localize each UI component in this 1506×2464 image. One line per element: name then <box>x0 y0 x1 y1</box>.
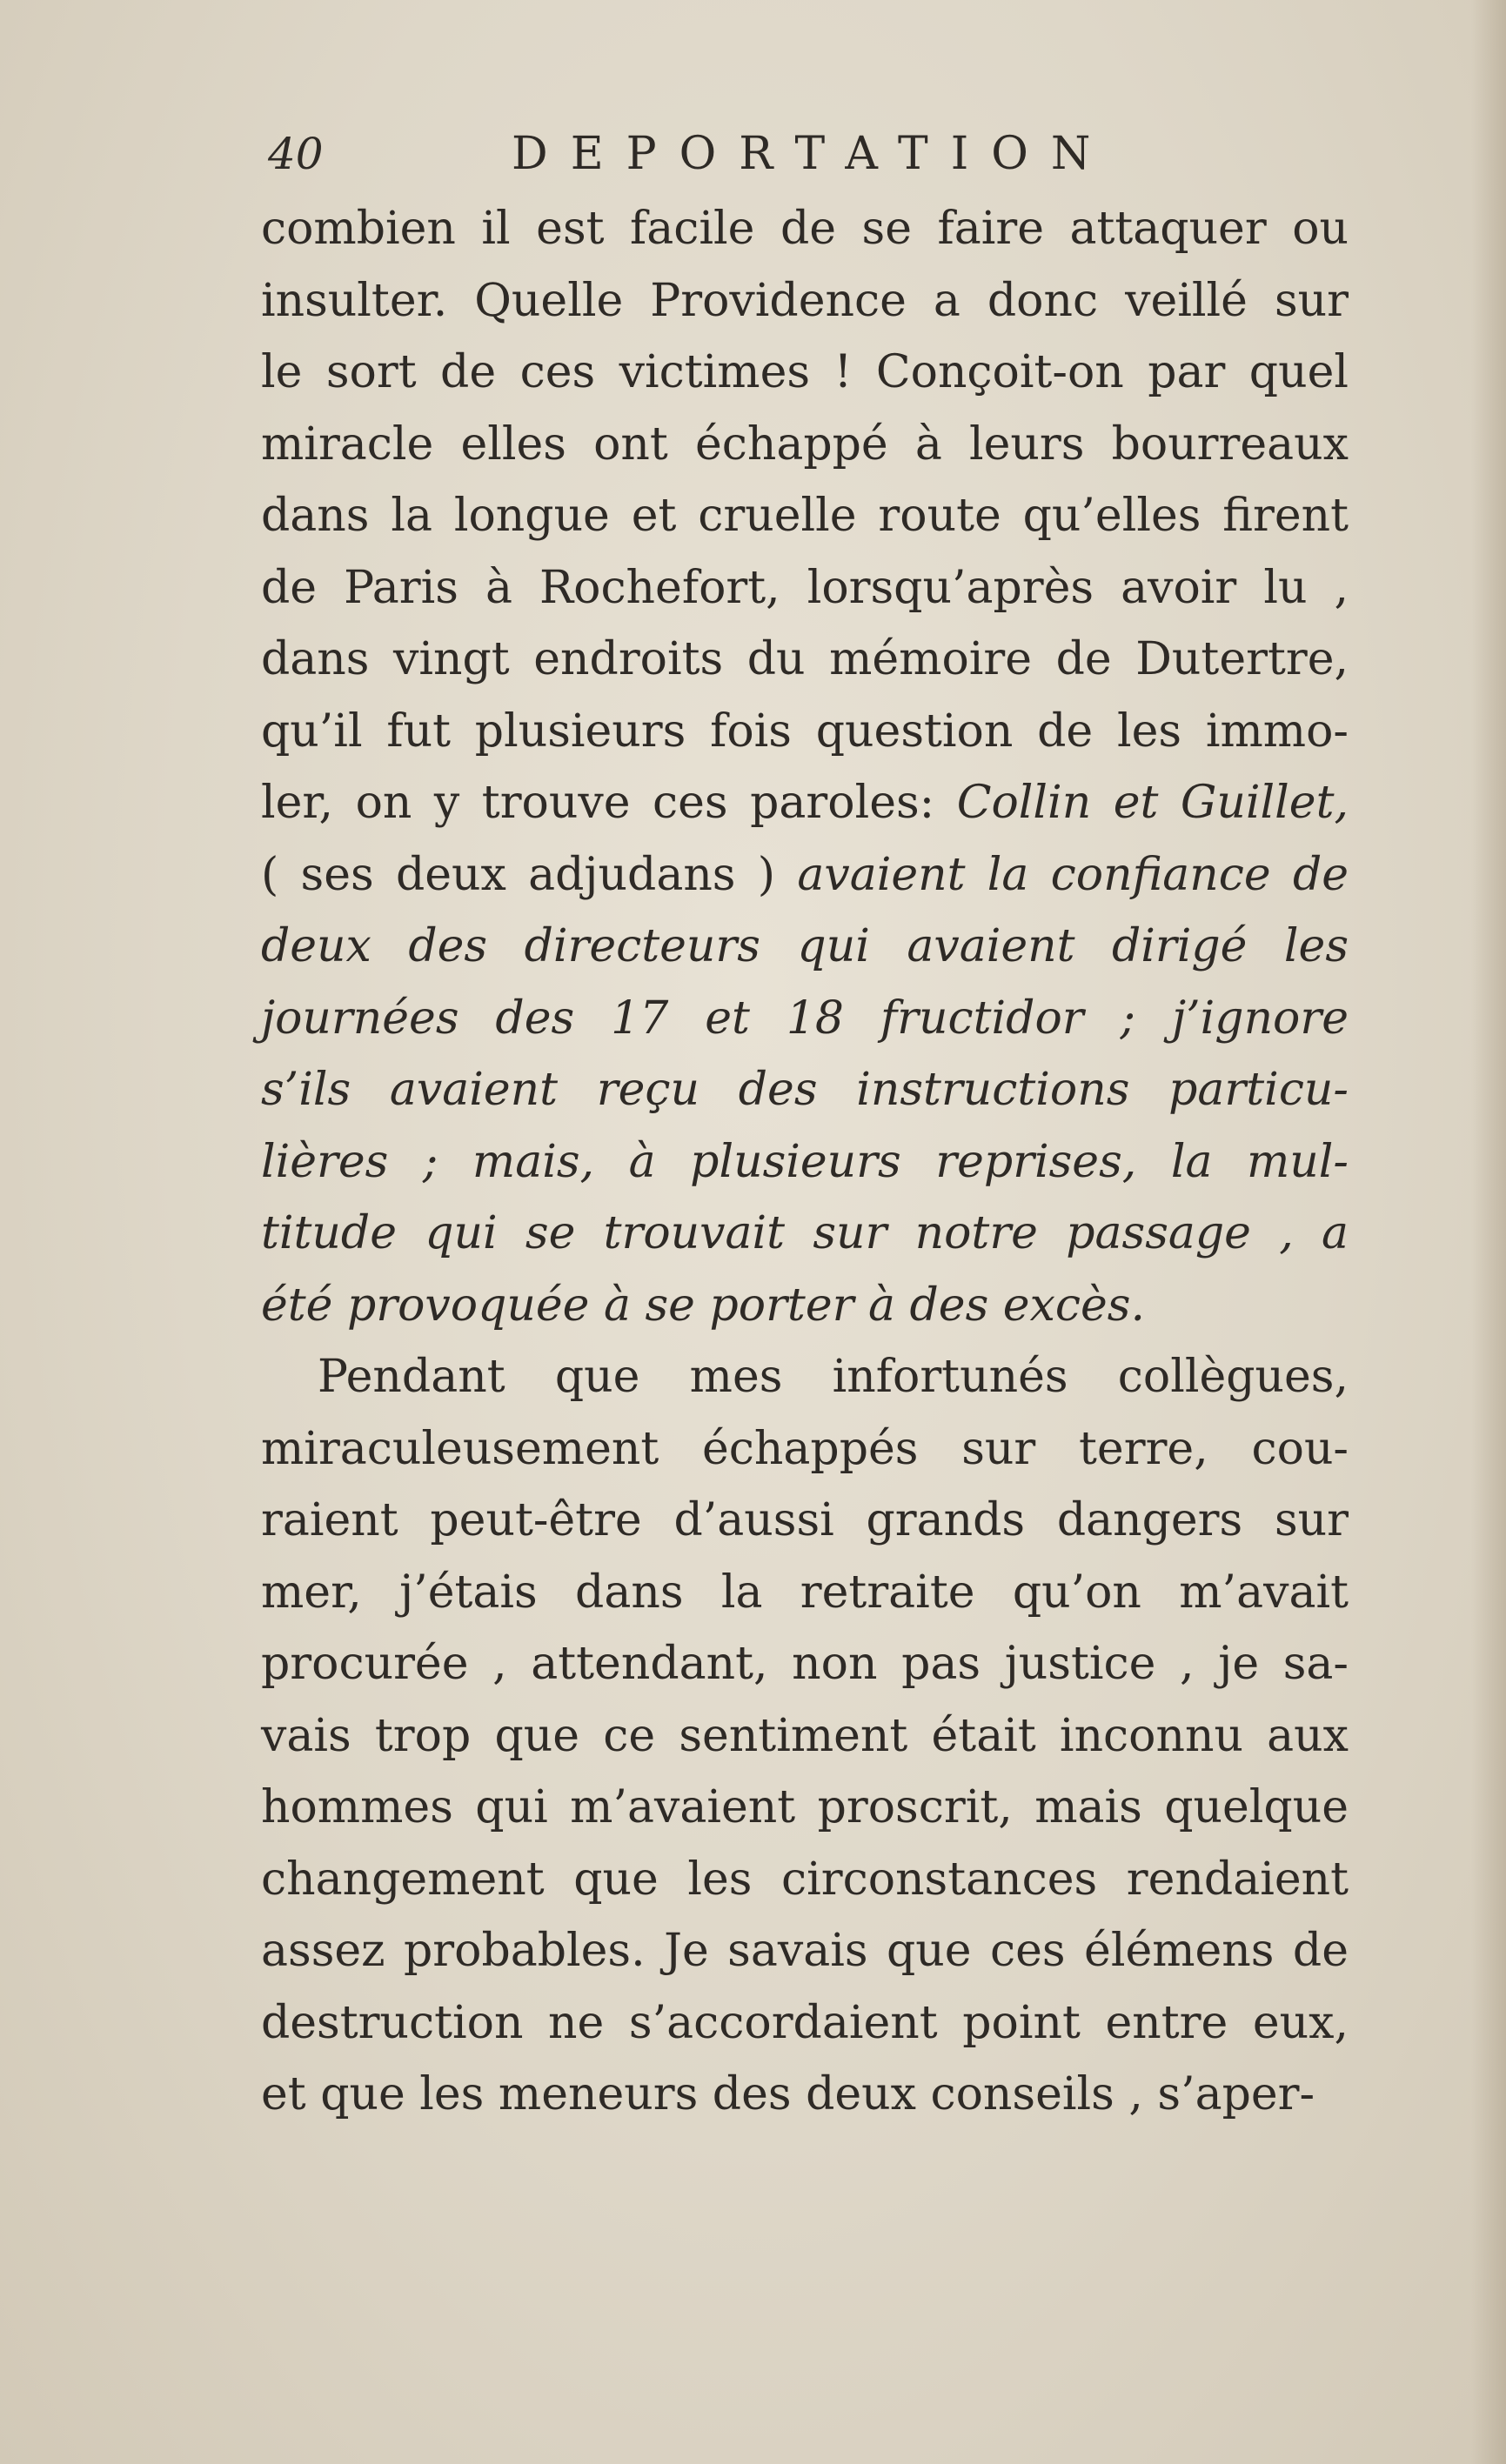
body-text <box>261 193 1349 2131</box>
text-line <box>261 480 1349 552</box>
text-span: mer, j’étais dans la retraite qu’on m’avait <box>261 1566 1349 1619</box>
text-line <box>261 1341 1349 1413</box>
text-line <box>261 1413 1349 1486</box>
text-span: combien il est facile de se faire attaquer ou <box>261 203 1349 255</box>
text-span: raient peut-être d’aussi grands dangers sur <box>261 1494 1349 1546</box>
italic-text: titude qui se trouvait sur notre passage , a <box>261 1207 1349 1259</box>
italic-text: s’ils avaient reçu des instructions particu- <box>261 1064 1349 1116</box>
text-line <box>261 624 1349 696</box>
text-line <box>261 1198 1349 1270</box>
text-line <box>261 983 1349 1055</box>
text-span: procurée , attendant, non pas justice , je sa- <box>261 1638 1349 1690</box>
text-line <box>261 1485 1349 1557</box>
text-span: miraculeusement échappés sur terre, cou- <box>261 1422 1349 1475</box>
text-line <box>261 1054 1349 1126</box>
italic-text: avaient la confiance de <box>797 848 1349 901</box>
text-span: qu’il fut plusieurs fois question de les immo- <box>261 704 1349 758</box>
page-edge-shadow <box>1471 0 1506 2464</box>
italic-text: deux des directeurs qui avaient dirigé les <box>261 920 1349 972</box>
text-span: le sort de ces victimes ! Conçoit-on par quel <box>261 346 1349 398</box>
text-span: insulter. Quelle Providence a donc veillé sur <box>261 274 1349 327</box>
text-line <box>261 1772 1349 1844</box>
text-span: et que les meneurs des deux conseils , s’aper- <box>261 2068 1315 2120</box>
text-line <box>261 911 1349 983</box>
text-span: vais trop que ce sentiment était inconnu aux <box>261 1709 1349 1762</box>
text-span: changement que les circonstances rendaient <box>261 1853 1349 1906</box>
text-line <box>261 552 1349 624</box>
text-line <box>261 1126 1349 1199</box>
text-line <box>261 193 1349 265</box>
italic-text: lières ; mais, à plusieurs reprises, la mul- <box>261 1135 1349 1188</box>
text-span: dans vingt endroits du mémoire de Dutertre, <box>261 633 1349 685</box>
text-span: hommes qui m’avaient proscrit, mais quelque <box>261 1781 1349 1833</box>
text-line <box>261 1700 1349 1773</box>
text-span: dans la longue et cruelle route qu’elles firent <box>261 490 1349 542</box>
text-line <box>261 1628 1349 1700</box>
text-span: destruction ne s’accordaient point entre eux, <box>261 1996 1349 2049</box>
text-line <box>261 409 1349 481</box>
text-line <box>261 337 1349 409</box>
text-span: assez probables. Je savais que ces élémens de <box>261 1925 1349 1977</box>
text-span: de Paris à Rochefort, lorsqu’après avoir lu , <box>261 561 1349 614</box>
text-line <box>261 696 1349 768</box>
text-line <box>261 2059 1349 2131</box>
page-header <box>268 124 1355 184</box>
italic-text: journées des 17 et 18 fructidor ; j’ignore <box>261 992 1349 1045</box>
text-line <box>261 1844 1349 1916</box>
text-span: ( ses deux adjudans ) <box>261 848 798 901</box>
italic-text: été provoquée à se porter à des excès. <box>261 1279 1146 1332</box>
text-span: ler, on y trouve ces paroles: <box>261 777 957 829</box>
text-line <box>261 839 1349 911</box>
text-line <box>261 1270 1349 1342</box>
page-number: 40 <box>268 129 324 179</box>
running-title: DEPORTATION <box>512 128 1114 180</box>
text-span: miracle elles ont échappé à leurs bourreaux <box>261 417 1349 471</box>
text-span: Pendant que mes infortunés collègues, <box>318 1351 1349 1403</box>
text-line <box>261 1557 1349 1629</box>
text-line <box>261 1915 1349 1987</box>
text-line <box>261 1987 1349 2060</box>
text-line <box>261 767 1349 839</box>
text-line <box>261 265 1349 337</box>
italic-text: Collin et Guillet, <box>956 777 1349 829</box>
